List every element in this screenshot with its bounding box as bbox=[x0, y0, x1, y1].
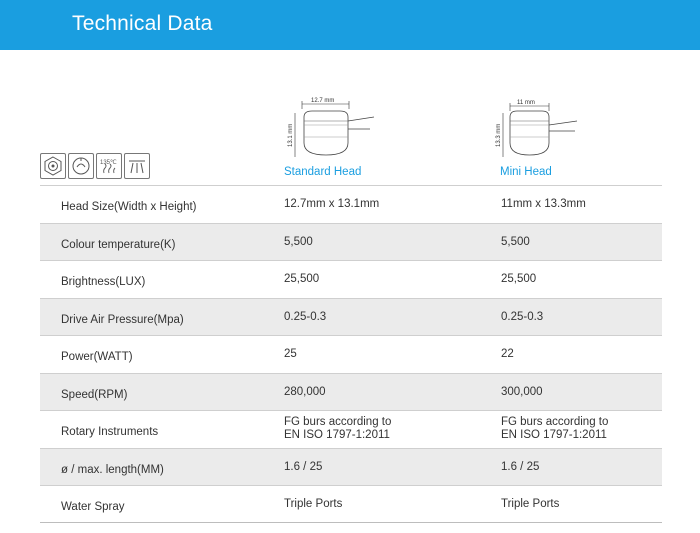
standard-width-label: 12.7 mm bbox=[311, 98, 335, 104]
care-symbols bbox=[40, 153, 150, 181]
standard-head-diagram bbox=[282, 95, 382, 161]
mini-head-diagram bbox=[495, 97, 585, 161]
header-bar bbox=[0, 0, 700, 50]
standard-value: 25 bbox=[284, 348, 297, 360]
mini-value: 25,500 bbox=[501, 273, 537, 285]
standard-value: 280,000 bbox=[284, 385, 326, 398]
svg-text:135℃: 135℃ bbox=[100, 160, 117, 166]
mini-value-line2: EN ISO 1797-1:2011 bbox=[501, 429, 607, 441]
mini-value: 1.6 / 25 bbox=[501, 460, 540, 473]
row-label: Brightness(LUX) bbox=[61, 276, 146, 288]
standard-value: 1.6 / 25 bbox=[284, 460, 323, 473]
table-row bbox=[40, 485, 662, 523]
standard-value: 0.25-0.3 bbox=[284, 310, 327, 323]
row-label: ø / max. length(MM) bbox=[61, 463, 164, 476]
table-row bbox=[40, 448, 662, 486]
table-row bbox=[40, 185, 662, 223]
mini-value: 300,000 bbox=[501, 385, 543, 398]
standard-value: Triple Ports bbox=[284, 498, 343, 510]
standard-value-line1: FG burs according to bbox=[284, 416, 392, 428]
row-label: Colour temperature(K) bbox=[61, 238, 176, 251]
mini-value bbox=[501, 416, 608, 442]
table-row bbox=[40, 223, 662, 261]
washer-disinfector-icon bbox=[68, 153, 94, 179]
table-row bbox=[40, 260, 662, 298]
table-row bbox=[40, 410, 662, 448]
row-label: Power(WATT) bbox=[61, 351, 133, 363]
mini-value: Triple Ports bbox=[501, 498, 560, 510]
mini-value: 5,500 bbox=[501, 235, 530, 248]
autoclave-135-icon bbox=[96, 153, 122, 179]
column-header-standard: Standard Head bbox=[284, 166, 362, 178]
standard-value bbox=[284, 416, 391, 442]
standard-value: 12.7mm x 13.1mm bbox=[284, 198, 380, 210]
spec-table bbox=[40, 185, 662, 523]
mini-value: 22 bbox=[501, 348, 514, 360]
row-label: Rotary Instruments bbox=[61, 426, 159, 438]
standard-height-label: 13.1 mm bbox=[288, 123, 294, 147]
table-row bbox=[40, 373, 662, 411]
standard-value-line2: EN ISO 1797-1:2011 bbox=[284, 429, 390, 441]
standard-value: 25,500 bbox=[284, 273, 320, 285]
mini-width-label: 11 mm bbox=[517, 100, 535, 106]
row-label: Drive Air Pressure(Mpa) bbox=[61, 313, 184, 326]
sterilize-icon bbox=[40, 153, 66, 179]
table-row bbox=[40, 335, 662, 373]
page-title: Technical Data bbox=[72, 12, 213, 35]
column-header-mini: Mini Head bbox=[500, 166, 552, 178]
mini-value: 0.25-0.3 bbox=[501, 310, 544, 323]
mini-height-label: 13.3 mm bbox=[496, 123, 502, 147]
row-label: Speed(RPM) bbox=[61, 388, 128, 401]
row-label: Water Spray bbox=[61, 501, 125, 513]
standard-value: 5,500 bbox=[284, 235, 313, 248]
row-label: Head Size(Width x Height) bbox=[61, 201, 197, 213]
mini-value-line1: FG burs according to bbox=[501, 416, 609, 428]
table-row bbox=[40, 298, 662, 336]
thermal-disinfection-icon bbox=[124, 153, 150, 179]
mini-value: 11mm x 13.3mm bbox=[501, 198, 586, 210]
